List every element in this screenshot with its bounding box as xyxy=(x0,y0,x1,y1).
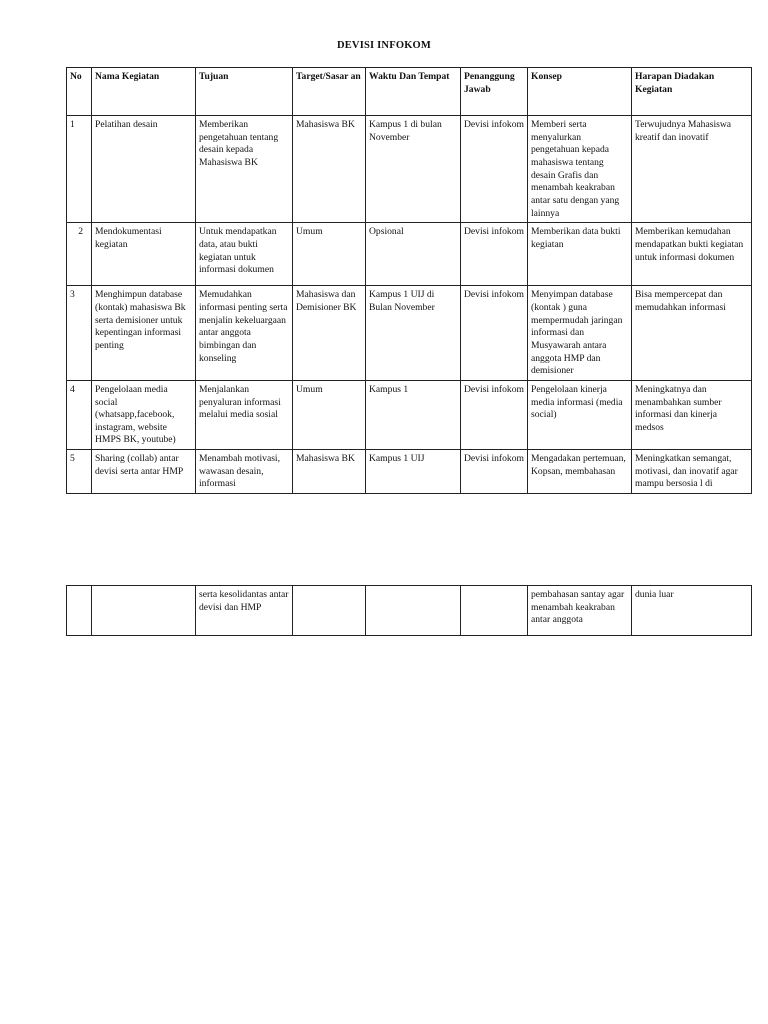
cell-pj: Devisi infokom xyxy=(461,380,528,449)
table-row xyxy=(67,223,752,286)
cell-waktu: Kampus 1 UIJ xyxy=(366,450,461,494)
header-penanggung-jawab: Penanggung Jawab xyxy=(461,68,528,116)
cell-nama: Menghimpun database (kontak) mahasiswa Bk serta demisioner untuk kepentingan informasi penting xyxy=(92,286,196,381)
cell-tujuan: Menambah motivasi, wawasan desain, informasi xyxy=(196,450,293,494)
cell-target: Mahasiswa BK xyxy=(293,116,366,223)
cell-tujuan: Memberikan pengetahuan tentang desain kepada Mahasiswa BK xyxy=(196,116,293,223)
activity-table xyxy=(66,67,752,494)
cell-waktu xyxy=(366,586,461,636)
table-row xyxy=(67,116,752,223)
cell-no xyxy=(67,586,92,636)
cell-konsep: Menyimpan database (kontak ) guna mempermudah jaringan informasi dan Musyawarah antara anggota HMP dan demisioner xyxy=(528,286,632,381)
table-row xyxy=(67,286,752,381)
cell-target: Mahasiswa BK xyxy=(293,450,366,494)
cell-nama: Pengelolaan media social (whatsapp,facebook, instagram, website HMPS BK, youtube) xyxy=(92,380,196,449)
header-target: Target/Sasar an xyxy=(293,68,366,116)
cell-konsep: Mengadakan pertemuan, Kopsan, membahasan xyxy=(528,450,632,494)
cell-harapan: Bisa mempercepat dan memudahkan informasi xyxy=(632,286,752,381)
cell-target xyxy=(293,586,366,636)
cell-waktu: Kampus 1 UIJ di Bulan November xyxy=(366,286,461,381)
cell-harapan: Meningkatkan semangat, motivasi, dan inovatif agar mampu bersosia l di xyxy=(632,450,752,494)
cell-harapan: Meningkatnya dan menambahkan sumber informasi dan kinerja medsos xyxy=(632,380,752,449)
cell-tujuan: Menjalankan penyaluran informasi melalui media sosial xyxy=(196,380,293,449)
cell-tujuan: Memudahkan informasi penting serta menjalin kekeluargaan antar anggota bimbingan dan konseling xyxy=(196,286,293,381)
cell-pj: Devisi infokom xyxy=(461,116,528,223)
cell-harapan: Memberikan kemudahan mendapatkan bukti kegiatan untuk informasi dokumen xyxy=(632,223,752,286)
cell-tujuan: serta kesolidantas antar devisi dan HMP xyxy=(196,586,293,636)
cell-pj: Devisi infokom xyxy=(461,223,528,286)
header-no: No xyxy=(67,68,92,116)
cell-harapan: dunia luar xyxy=(632,586,752,636)
cell-waktu: Kampus 1 di bulan November xyxy=(366,116,461,223)
cell-no: 5 xyxy=(67,450,92,494)
cell-waktu: Kampus 1 xyxy=(366,380,461,449)
cell-nama: Mendokumentasi kegiatan xyxy=(92,223,196,286)
cell-no: 1 xyxy=(67,116,92,223)
header-nama-kegiatan: Nama Kegiatan xyxy=(92,68,196,116)
header-konsep: Konsep xyxy=(528,68,632,116)
table-row xyxy=(67,380,752,449)
cell-no: 4 xyxy=(67,380,92,449)
cell-harapan: Terwujudnya Mahasiswa kreatif dan inovatif xyxy=(632,116,752,223)
cell-pj: Devisi infokom xyxy=(461,286,528,381)
cell-pj xyxy=(461,586,528,636)
cell-nama xyxy=(92,586,196,636)
activity-table-continuation xyxy=(66,585,752,636)
cell-target: Umum xyxy=(293,223,366,286)
cell-tujuan: Untuk mendapatkan data, atau bukti kegiatan untuk informasi dokumen xyxy=(196,223,293,286)
table-header-row xyxy=(67,68,752,116)
page-title: DEVISI INFOKOM xyxy=(336,40,432,51)
cell-pj: Devisi infokom xyxy=(461,450,528,494)
cell-target: Umum xyxy=(293,380,366,449)
cell-konsep: pembahasan santay agar menambah keakraban antar anggota xyxy=(528,586,632,636)
cell-target: Mahasiswa dan Demisioner BK xyxy=(293,286,366,381)
table-row xyxy=(67,450,752,494)
table-row xyxy=(67,586,752,636)
header-harapan: Harapan Diadakan Kegiatan xyxy=(632,68,752,116)
cell-konsep: Memberi serta menyalurkan pengetahuan kepada mahasiswa tentang desain Grafis dan menambah keakraban antar satu dengan yang lainnya xyxy=(528,116,632,223)
cell-no: 3 xyxy=(67,286,92,381)
cell-konsep: Pengelolaan kinerja media informasi (media social) xyxy=(528,380,632,449)
cell-waktu: Opsional xyxy=(366,223,461,286)
cell-konsep: Memberikan data bukti kegiatan xyxy=(528,223,632,286)
header-tujuan: Tujuan xyxy=(196,68,293,116)
cell-nama: Pelatihan desain xyxy=(92,116,196,223)
header-waktu-tempat: Waktu Dan Tempat xyxy=(366,68,461,116)
cell-no: 2 xyxy=(67,223,92,286)
cell-nama: Sharing (collab) antar devisi serta antar HMP xyxy=(92,450,196,494)
